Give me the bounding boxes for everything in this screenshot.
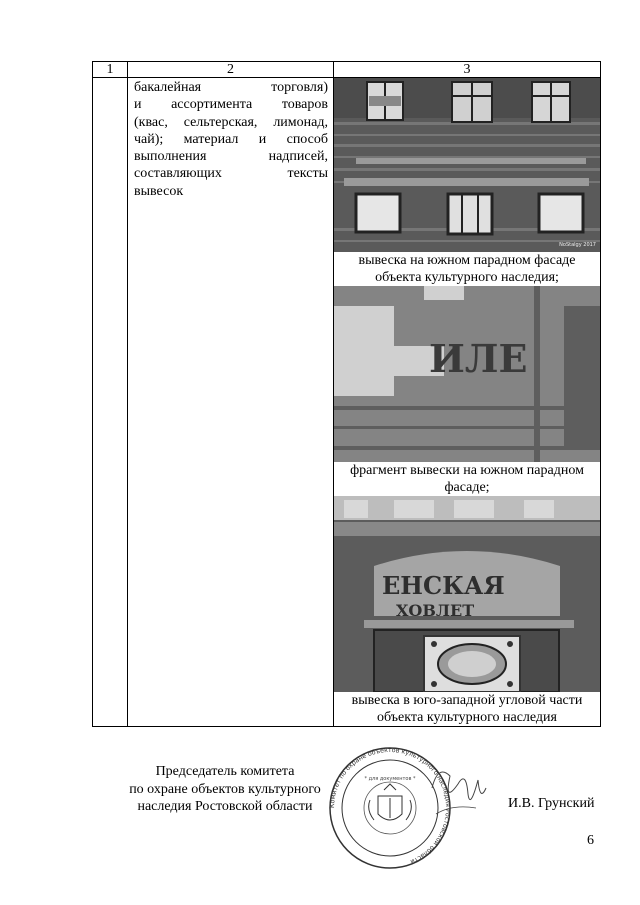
caption-line: объекта культурного наследия [377, 710, 557, 725]
page-number: 6 [587, 833, 594, 848]
document-table [92, 61, 601, 727]
corner-sign-photo [334, 496, 600, 692]
description-line: бакалейная торговля) [134, 80, 328, 95]
caption-line: вывеска на южном парадном фасаде [358, 253, 576, 268]
table-header-row [93, 62, 601, 78]
position-line: наследия Ростовской области [137, 799, 313, 814]
description-cell [128, 78, 334, 727]
col-header-1: 1 [93, 62, 128, 78]
position-line: по охране объектов культурного [129, 781, 321, 797]
description-line: составляющих тексты [134, 166, 328, 182]
facade-photo [334, 78, 600, 252]
description-line: и ассортимента товаров [134, 97, 328, 113]
photo-watermark: NoStalgy 2017 [559, 242, 596, 248]
svg-text:ИЛЕ: ИЛЕ [429, 336, 528, 381]
svg-text:ЕНСКАЯ: ЕНСКАЯ [382, 571, 505, 600]
description-line: вывесок [134, 183, 184, 199]
seal-inner-text: * для документов * [364, 776, 416, 782]
row-number-cell [93, 78, 128, 727]
coat-of-arms-icon [369, 784, 412, 820]
photos-cell [334, 78, 601, 727]
col-header-3: 3 [334, 62, 601, 78]
official-seal [328, 744, 488, 872]
signatory-name: И.В. Грунский [508, 796, 595, 811]
svg-text:ХОВЛЕТ: ХОВЛЕТ [396, 601, 475, 620]
description-line: выполнения надписей, [134, 149, 328, 165]
position-line: Председатель комитета [155, 764, 295, 779]
col-header-2: 2 [128, 62, 334, 78]
caption-line: фрагмент вывески на южном парадном [350, 463, 584, 478]
photo-caption [334, 692, 600, 726]
caption-line: вывеска в юго-западной угловой части [351, 693, 583, 708]
caption-line: объекта культурного наследия; [375, 270, 559, 285]
seal-outer-text: Комитет по охране объектов культурного наследия Ростовской области [328, 746, 452, 865]
photo-caption [334, 462, 600, 496]
signature-stroke [436, 807, 476, 814]
signatory-position [90, 763, 360, 816]
description-line: чай); материал и способ [134, 131, 328, 147]
description-line: (квас, сельтерская, лимонад, [134, 114, 328, 130]
photo-caption [334, 252, 600, 286]
table-row [93, 78, 601, 727]
sign-fragment-photo [334, 286, 600, 462]
description-text [128, 78, 333, 200]
caption-line: фасаде; [444, 480, 490, 495]
